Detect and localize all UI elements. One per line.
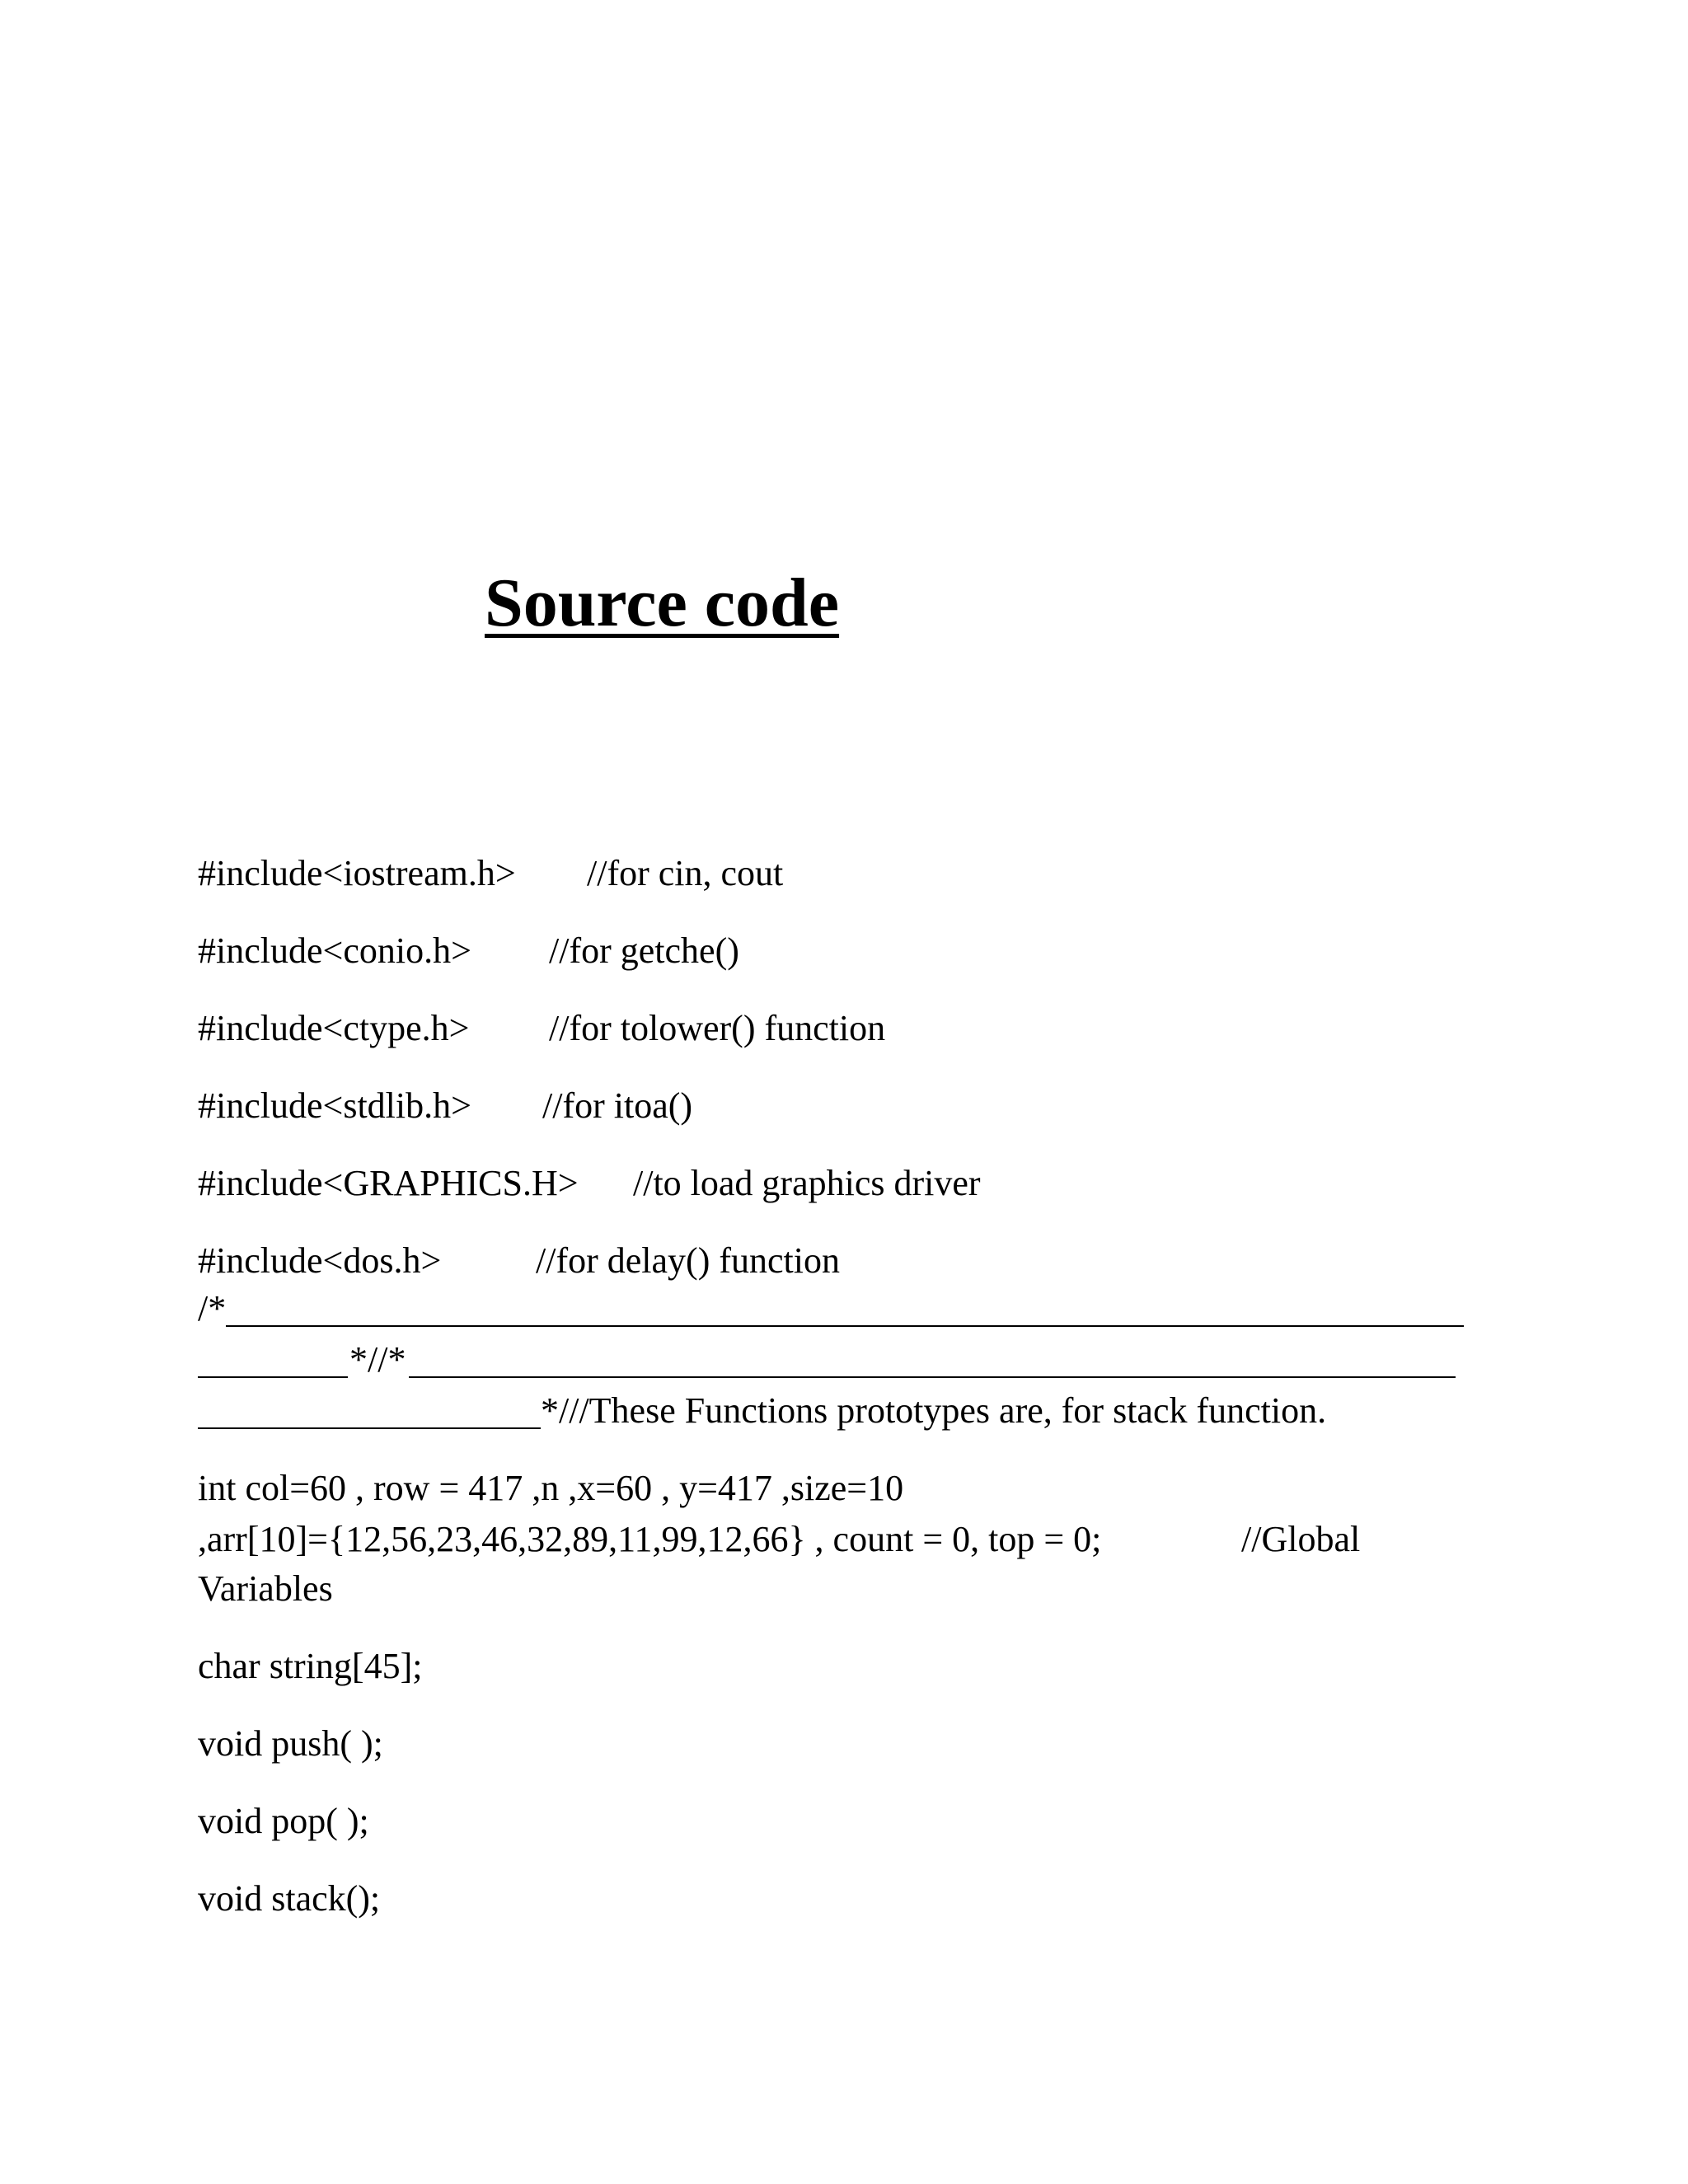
include-comment: //for itoa() bbox=[542, 1085, 693, 1126]
include-line bbox=[198, 1008, 886, 1048]
globals-line-1 bbox=[198, 1470, 903, 1507]
include-comment: //for tolower() function bbox=[549, 1008, 886, 1048]
globals-line-3 bbox=[198, 1568, 333, 1609]
include-directive: #include<iostream.h> bbox=[198, 853, 516, 893]
globals-line-2 bbox=[198, 1519, 1361, 1559]
include-line bbox=[198, 1163, 981, 1203]
declaration-line bbox=[198, 1723, 383, 1764]
separator-line-1 bbox=[198, 1288, 227, 1329]
include-comment: //for getche() bbox=[549, 930, 739, 971]
declaration-line bbox=[198, 1648, 422, 1685]
include-line bbox=[198, 1085, 693, 1126]
page-title: Source code bbox=[485, 565, 840, 641]
prototype-comment: *///These Functions prototypes are, for stack function. bbox=[541, 1390, 1327, 1431]
include-directive: #include<conio.h> bbox=[198, 930, 471, 971]
separator-open: /* bbox=[198, 1288, 227, 1329]
globals-array: ,arr[10]={12,56,23,46,32,89,11,99,12,66} , count = 0, top = 0; bbox=[198, 1519, 1102, 1559]
declaration-text: void pop( ); bbox=[198, 1801, 369, 1841]
separator-rule bbox=[198, 1376, 348, 1378]
declaration-text: char string[45]; bbox=[198, 1646, 423, 1686]
globals-comment: //Global bbox=[1241, 1519, 1361, 1559]
include-comment: //for cin, cout bbox=[587, 853, 784, 893]
include-line bbox=[198, 930, 739, 971]
declaration-text: void push( ); bbox=[198, 1723, 383, 1764]
separator-rule bbox=[226, 1325, 1464, 1327]
separator-rule bbox=[198, 1427, 541, 1429]
separator-line-3 bbox=[541, 1390, 1327, 1431]
include-comment: //to load graphics driver bbox=[633, 1163, 981, 1203]
declaration-line bbox=[198, 1878, 381, 1919]
include-directive: #include<stdlib.h> bbox=[198, 1085, 471, 1126]
declaration-line bbox=[198, 1803, 369, 1840]
include-directive: #include<ctype.h> bbox=[198, 1008, 470, 1048]
separator-rule bbox=[409, 1376, 1456, 1378]
declaration-text: void stack(); bbox=[198, 1878, 381, 1919]
include-comment: //for delay() function bbox=[536, 1240, 840, 1281]
globals-comment-cont: Variables bbox=[198, 1568, 333, 1609]
separator-mid: *//* bbox=[349, 1339, 406, 1380]
include-directive: #include<GRAPHICS.H> bbox=[198, 1163, 579, 1203]
include-line bbox=[198, 853, 784, 893]
include-directive: #include<dos.h> bbox=[198, 1240, 442, 1281]
globals-declaration: int col=60 , row = 417 ,n ,x=60 , y=417 ,size=10 bbox=[198, 1468, 904, 1508]
include-line bbox=[198, 1240, 840, 1281]
separator-line-2 bbox=[349, 1339, 406, 1380]
